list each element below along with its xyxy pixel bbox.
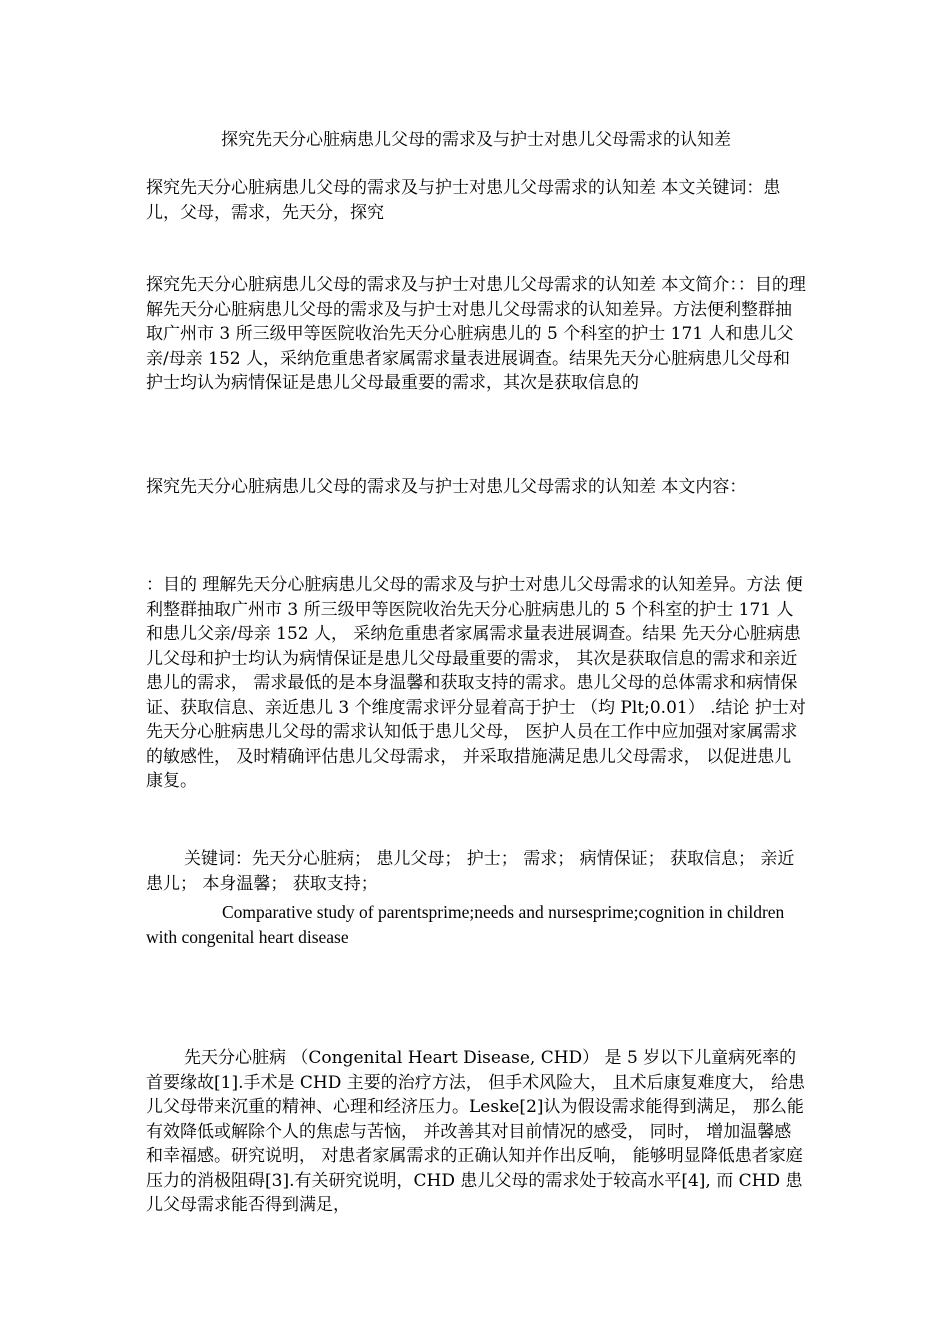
- keywords-line: 探究先天分心脏病患儿父母的需求及与护士对患儿父母需求的认知差 本文关键词：患儿，父母，需求，先天分，探究: [146, 178, 781, 223]
- content-heading: 探究先天分心脏病患儿父母的需求及与护士对患儿父母需求的认知差 本文内容：: [146, 477, 747, 497]
- document-title: 探究先天分心脏病患儿父母的需求及与护士对患儿父母需求的认知差: [221, 130, 731, 150]
- abstract-paragraph: ：目的 理解先天分心脏病患儿父母的需求及与护士对患儿父母需求的认知差异。方法 便利整群抽取广州市 3 所三级甲等医院收治先天分心脏病患儿的 5 个科室的护士 171 人和患儿父亲/母亲 152 人， 采纳危重患者家属需求量表进展调查。结果 先天分心脏病患儿父母和护士均认为病情保证是患儿父母最重要的需求， 其次是获取信息的需求和亲近患儿的需求， 需求最低的是本身温馨和获取支持的需求。患儿父母的总体需求和病情保证、获取信息、亲近患儿 3 个维度需求评分显着高于护士 （均 Plt;0.01） .结论 护士对先天分心脏病患儿父母的需求认知低于患儿父母， 医护人员在工作中应加强对家属需求的敏感性， 及时精确评估患儿父母需求， 并采取措施满足患儿父母需求， 以促进患儿康复。: [146, 575, 806, 791]
- intro-paragraph: 先天分心脏病 （Congenital Heart Disease, CHD） 是 5 岁以下儿童病死率的首要缘故[1].手术是 CHD 主要的治疗方法， 但手术风险大， 且术后康复难度大， 给患儿父母带来沉重的精神、心理和经济压力。Leske[2]认为假设需求能得到满足， 那么能有效降低或解除个人的焦虑与苦恼， 并改善其对目前情况的感受， 同时， 增加温馨感和幸福感。研究说明， 对患者家属需求的正确认知并作出反响， 能够明显降低患者家庭压力的消极阻碍[3].有关研究说明，CHD 患儿父母的需求处于较高水平[4], 而 CHD 患儿父母需求能否得到满足，: [146, 1048, 805, 1215]
- keywords-paragraph: 关键词：先天分心脏病； 患儿父母； 护士； 需求； 病情保证； 获取信息； 亲近患儿； 本身温馨； 获取支持；: [146, 849, 795, 894]
- summary-paragraph: 探究先天分心脏病患儿父母的需求及与护士对患儿父母需求的认知差 本文简介：：目的理解先天分心脏病患儿父母的需求及与护士对患儿父母需求的认知差异。方法便利整群抽取广州市 3 所三级甲等医院收治先天分心脏病患儿的 5 个科室的护士 171 人和患儿父亲/母亲 152 人，采纳危重患者家属需求量表进展调查。结果先天分心脏病患儿父母和护士均认为病情保证是患儿父母最重要的需求，其次是获取信息的: [146, 275, 806, 393]
- english-title: Comparative study of parentsprime;needs and nursesprime;cognition in children with congenital heart disease: [146, 902, 785, 947]
